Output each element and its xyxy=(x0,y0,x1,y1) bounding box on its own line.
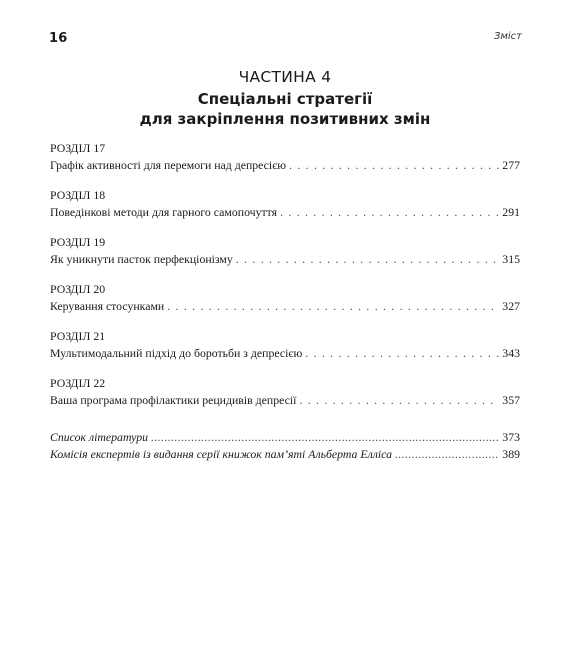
back-matter-title: Список літератури xyxy=(50,430,149,444)
toc-entry xyxy=(50,204,520,221)
toc-entry-references xyxy=(50,429,520,446)
dot-leader xyxy=(167,298,499,314)
part-title-line-2: для закріплення позитивних змін xyxy=(139,110,431,128)
toc-chapter-22 xyxy=(50,375,520,409)
table-of-contents xyxy=(50,140,520,463)
chapter-title: Керування стосунками xyxy=(50,299,165,313)
back-matter-page-number: 389 xyxy=(502,447,520,461)
dot-leader xyxy=(280,204,499,220)
toc-entry xyxy=(50,157,520,174)
chapter-label: РОЗДІЛ 20 xyxy=(50,282,106,296)
toc-back-matter xyxy=(50,429,520,463)
chapter-label: РОЗДІЛ 21 xyxy=(50,329,106,343)
dot-leader xyxy=(299,392,499,408)
toc-chapter-21 xyxy=(50,328,520,362)
dot-leader xyxy=(289,157,499,173)
toc-entry xyxy=(50,345,520,362)
chapter-title: Графік активності для перемоги над депресією xyxy=(50,158,287,172)
toc-entry xyxy=(50,251,520,268)
toc-chapter-19 xyxy=(50,234,520,268)
part-label: ЧАСТИНА 4 xyxy=(238,68,332,86)
dot-leader xyxy=(305,345,499,361)
toc-entry xyxy=(50,392,520,409)
dot-leader xyxy=(395,446,499,462)
back-matter-page-number: 373 xyxy=(502,430,520,444)
chapter-page-number: 343 xyxy=(502,346,520,360)
part-title xyxy=(0,89,570,129)
dot-leader xyxy=(151,429,499,445)
chapter-label: РОЗДІЛ 19 xyxy=(50,235,106,249)
chapter-page-number: 291 xyxy=(502,205,520,219)
chapter-label: РОЗДІЛ 22 xyxy=(50,376,106,390)
chapter-label: РОЗДІЛ 17 xyxy=(50,141,106,155)
chapter-title: Як уникнути пасток перфекціонізму xyxy=(50,252,233,266)
dot-leader xyxy=(236,251,500,267)
chapter-page-number: 315 xyxy=(502,252,520,266)
chapter-page-number: 357 xyxy=(502,393,520,407)
running-head: Зміст xyxy=(493,31,522,42)
chapter-title: Поведінкові методи для гарного самопочуття xyxy=(50,205,278,219)
toc-chapter-20 xyxy=(50,281,520,315)
chapter-label: РОЗДІЛ 18 xyxy=(50,188,106,202)
part-title-line-1: Спеціальні стратегії xyxy=(197,90,373,108)
chapter-page-number: 277 xyxy=(502,158,520,172)
chapter-page-number: 327 xyxy=(502,299,520,313)
back-matter-title: Комісія експертів із видання серії книжок пам’яті Альберта Елліса xyxy=(50,447,392,461)
toc-entry xyxy=(50,298,520,315)
toc-chapter-18 xyxy=(50,187,520,221)
chapter-title: Мультимодальний підхід до боротьби з депресією xyxy=(50,346,303,360)
toc-entry-expert-commission xyxy=(50,446,520,463)
toc-chapter-17 xyxy=(50,140,520,174)
chapter-title: Ваша програма профілактики рецидивів депресії xyxy=(50,393,297,407)
page-number: 16 xyxy=(49,31,68,46)
